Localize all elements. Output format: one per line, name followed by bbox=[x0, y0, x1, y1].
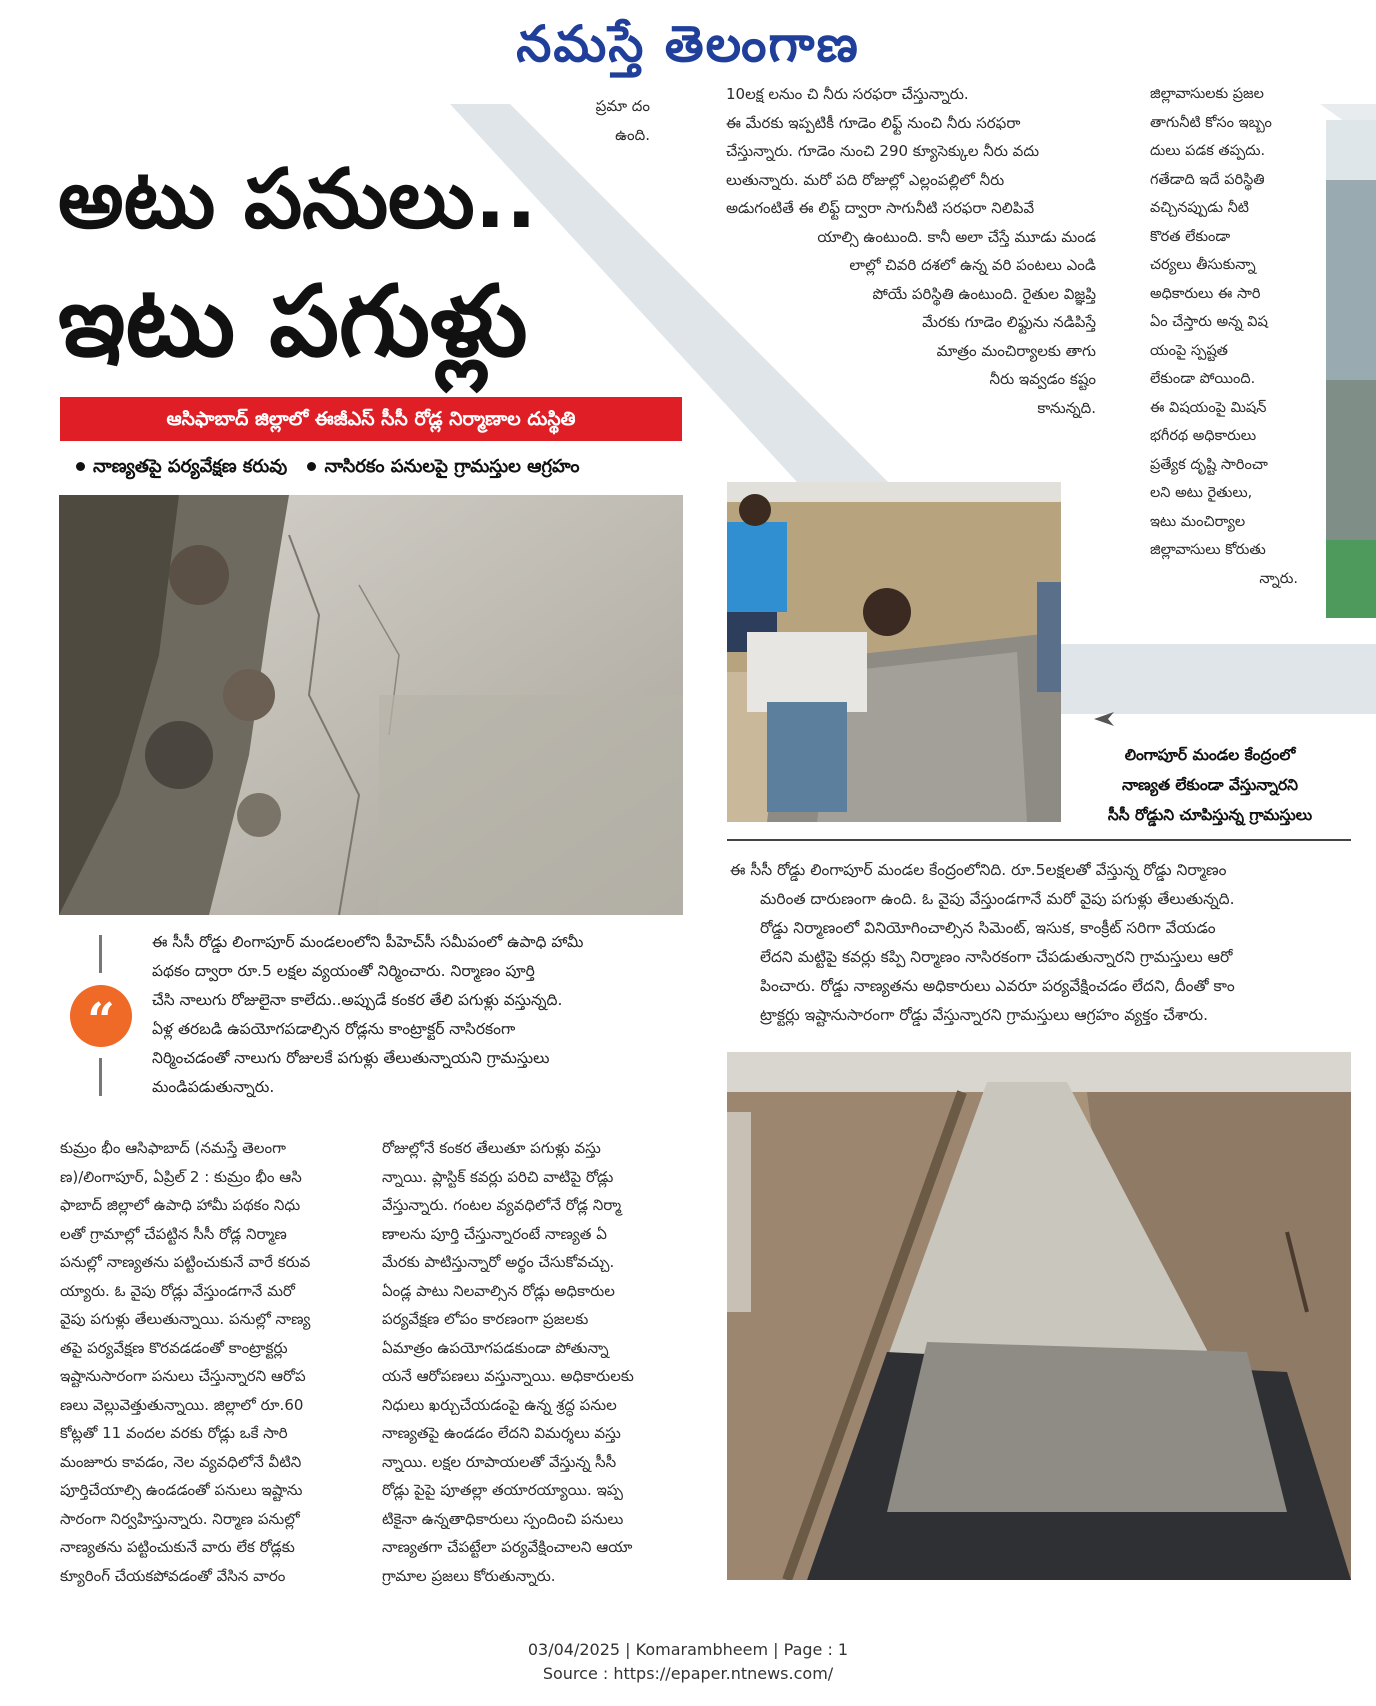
text-line: అధికారులు ఈ సారి bbox=[1150, 285, 1261, 302]
text-line: అడుగంటితే ఈ లిఫ్ట్‌ ద్వారా సాగునీటి సరఫరా నిలిపివే bbox=[726, 199, 1035, 217]
kicker-banner: ఆసిఫాబాద్‌ జిల్లాలో ఈజీఎస్‌ సీసీ రోడ్ల నిర్మాణాల దుస్థితి bbox=[60, 397, 682, 441]
text-line: పించారు. రోడ్డు నాణ్యతను అధికారులు ఎవరూ పర్యవేక్షించడం లేదని, దీంతో కాం bbox=[760, 977, 1235, 995]
top-fragment bbox=[560, 92, 650, 149]
quote-line: ఏళ్ల తరబడి ఉపయోగపడాల్సిన రోడ్లను కాంట్రాక్టర్‌ నాసిరకంగా bbox=[152, 1020, 516, 1038]
text-line: పూర్తిచేయాల్సి ఉండడంతో పనులు ఇష్టాను bbox=[60, 1481, 303, 1499]
column-right-top bbox=[1150, 80, 1308, 593]
text-line: ఏం చేస్తారు అన్న విష bbox=[1150, 314, 1268, 330]
text-line: మరింత దారుణంగా ఉంది. ఓ వైపు వేస్తుండగానే మరో వైపు పగుళ్లు తేలుతున్నది. bbox=[760, 890, 1235, 908]
right-paragraph bbox=[730, 856, 1350, 1030]
footer-date-line: 03/04/2025 | Komarambheem | Page : 1 bbox=[527, 1640, 849, 1659]
text-line: జిల్లావాసులు కోరుతు bbox=[1150, 542, 1266, 558]
text-line: ఫాబాద్‌ జిల్లాలో ఉపాధి హామీ పథకం నిధు bbox=[60, 1196, 301, 1214]
text-line: న్నారు. bbox=[1259, 570, 1298, 587]
bullet-text: నాసిరకం పనులపై గ్రామస్తుల ఆగ్రహం bbox=[324, 456, 580, 477]
text-line: యనే ఆరోపణలు వస్తున్నాయి. అధికారులకు bbox=[382, 1367, 634, 1385]
text-line: సారంగా నిర్వహిస్తున్నారు. నిర్మాణ పనుల్లో bbox=[60, 1509, 300, 1528]
text-line: యాల్సి ఉంటుంది. కానీ అలా చేస్తే మూడు మండ bbox=[817, 227, 1096, 246]
text-line: కుమ్రం భీం ఆసిఫాబాద్‌ (నమస్తే తెలంగా bbox=[60, 1139, 286, 1157]
text-line: నాణ్యతపై ఉండడం లేదని విమర్శలు వస్తు bbox=[382, 1424, 621, 1442]
text-line: లతో గ్రామాల్లో చేపట్టిన సీసీ రోడ్ల నిర్మాణ bbox=[60, 1224, 287, 1243]
caption-line: సీసీ రోడ్డుని చూపిస్తున్న గ్రామస్తులు bbox=[1107, 806, 1313, 824]
quote-line-bottom bbox=[99, 1058, 102, 1096]
quote-line: చేసి నాలుగు రోజులైనా కాలేదు..అప్పుడే కంకర తేలి పగుళ్లు వస్తున్నది. bbox=[152, 991, 563, 1009]
text-line: 10లక్ష లనుం చి నీరు సరఫరా చేస్తున్నారు. bbox=[726, 85, 969, 103]
cracked-road-photo bbox=[59, 495, 683, 915]
text-line: పనుల్లో నాణ్యతను పట్టించుకునే వారే కరువ bbox=[60, 1253, 311, 1271]
text-line: ఇష్టానుసారంగా పనులు చేస్తున్నారని ఆరోప bbox=[60, 1367, 306, 1385]
text-line: నాణ్యతను పట్టించుకునే వారు లేక రోడ్లకు bbox=[60, 1538, 295, 1556]
headline-line-1: అటు పనులు.. bbox=[58, 152, 537, 247]
text-line: కొరత లేకుండా bbox=[1150, 228, 1231, 245]
text-line: మంజూరు కావడం, నెల వ్యవధిలోనే వీటిని bbox=[60, 1452, 302, 1471]
text-line: గ్రామాల ప్రజలు కోరుతున్నారు. bbox=[382, 1566, 556, 1585]
photo-caption bbox=[1060, 740, 1360, 830]
bullet-dot bbox=[307, 462, 316, 471]
text-line: రోజుల్లోనే కంకర తేలుతూ పగుళ్లు వస్తు bbox=[382, 1139, 601, 1157]
villagers-photo bbox=[727, 482, 1061, 822]
text-line: న్నాయి. లక్షల రూపాయలతో వేస్తున్న సీసీ bbox=[382, 1452, 617, 1471]
text-line: మేరకు పాటిస్తున్నారో అర్థం చేసుకోవచ్చు. bbox=[382, 1253, 615, 1271]
text-line: జిల్లావాసులకు ప్రజల bbox=[1150, 86, 1264, 102]
text-line: పోయే పరిస్థితి ఉంటుంది. రైతుల విజ్ఞప్తి bbox=[872, 284, 1096, 303]
footer-source-link[interactable]: Source : https://epaper.ntnews.com/ bbox=[542, 1664, 834, 1683]
text-line: పర్యవేక్షణ లోపం కారణంగా ప్రజలకు bbox=[382, 1310, 589, 1328]
text-line: లాల్లో చివరి దశలో ఉన్న వరి పంటలు ఎండి bbox=[849, 256, 1096, 274]
text-line: చేస్తున్నారు. గూడెం నుంచి 290 క్యూసెక్కుల నీరు వదు bbox=[726, 142, 1040, 160]
masthead-title: నమస్తే తెలంగాణ bbox=[516, 14, 860, 73]
quote-line-top bbox=[99, 935, 102, 973]
text-line: లని అటు రైతులు, bbox=[1150, 485, 1253, 501]
text-line: తపై పర్యవేక్షణ కొరవడడంతో కాంట్రాక్టర్లు bbox=[60, 1338, 288, 1357]
text-line: ణ)/లింగాపూర్‌, ఏప్రిల్‌ 2 : కుమ్రం భీం ఆసి bbox=[60, 1167, 302, 1186]
quote-line: పథకం ద్వారా రూ.5 లక్షల వ్యయంతో నిర్మించారు. నిర్మాణం పూర్తి bbox=[152, 962, 535, 980]
text-line: ఇటు మంచిర్యాల bbox=[1150, 513, 1246, 530]
text-line: ప్రమా దం bbox=[595, 97, 650, 115]
text-line: భగీరథ అధికారులు bbox=[1150, 428, 1257, 444]
body-column-middle bbox=[382, 1134, 684, 1590]
column-middle-top bbox=[726, 80, 1096, 422]
text-line: ణలు వెల్లువెత్తుతున్నాయి. జిల్లాలో రూ.60 bbox=[60, 1395, 304, 1414]
body-column-left bbox=[60, 1134, 356, 1590]
text-line: చర్యలు తీసుకున్నా bbox=[1150, 257, 1256, 273]
text-line: క్యూరింగ్‌ చేయకపోవడంతో వేసిన వారం bbox=[60, 1566, 286, 1585]
text-line: వచ్చినప్పుడు నీటి bbox=[1150, 200, 1250, 216]
text-line: మేరకు గూడెం లిఫ్టును నడిపిస్తే bbox=[922, 313, 1096, 331]
text-line: రోడ్డు నిర్మాణంలో వినియోగించాల్సిన సిమెంట్‌, ఇసుక, కాంక్రీట్‌ సరిగా వేయడం bbox=[760, 919, 1216, 937]
bullet-dot bbox=[76, 462, 85, 471]
sub-bullets bbox=[72, 456, 692, 481]
text-line: ఉంది. bbox=[615, 125, 650, 144]
caption-arrow-icon bbox=[1094, 712, 1114, 726]
text-line: ప్రత్యేక దృష్టి సారించా bbox=[1150, 456, 1268, 473]
text-line: రోడ్లు పైపై పూతల్లా తయారయ్యాయి. ఇప్ప bbox=[382, 1481, 623, 1499]
quote-line: నిర్మించడంతో నాలుగు రోజులకే పగుళ్లు తేలుతున్నాయని గ్రామస్తులు bbox=[152, 1049, 550, 1067]
text-line: య్యారు. ఓ వైపు రోడ్లు వేస్తుండగానే మరో bbox=[60, 1281, 295, 1300]
text-line: లేదని మట్టిపై కవర్లు కప్పి నిర్మాణం నాసిరకంగా చేపడుతున్నారని గ్రామస్తులు ఆరో bbox=[760, 948, 1233, 966]
section-divider bbox=[727, 839, 1351, 841]
text-line: ఏండ్ల పాటు నిలవాల్సిన రోడ్లు అధికారుల bbox=[382, 1281, 615, 1300]
text-line: వైపు పగుళ్లు తేలుతున్నాయి. పనుల్లో నాణ్య bbox=[60, 1310, 311, 1328]
text-line: టికైనా ఉన్నతాధికారులు స్పందించి పనులు bbox=[382, 1509, 624, 1528]
text-line: కోట్లతో 11 వందల వరకు రోడ్లు ఒకే సారి bbox=[60, 1424, 288, 1442]
headline-line-2: ఇటు పగుళ్లు bbox=[58, 265, 528, 379]
caption-line: నాణ్యత లేకుండా వేస్తున్నారని bbox=[1121, 776, 1299, 794]
text-line: తాగునీటి కోసం ఇబ్బం bbox=[1150, 114, 1272, 131]
river-photo bbox=[1326, 120, 1376, 618]
text-line: దులు పడక తప్పదు. bbox=[1150, 143, 1266, 159]
text-line: ఏమాత్రం ఉపయోగపడకుండా పోతున్నా bbox=[382, 1338, 609, 1357]
text-line: ణాలను పూర్తి చేస్తున్నారంటే నాణ్యత ఏ bbox=[382, 1224, 607, 1243]
text-line: లుతున్నారు. మరో పది రోజుల్లో ఎల్లంపల్లిలో నీరు bbox=[726, 170, 1005, 189]
text-line: నాణ్యతగా చేపట్టేలా పర్యవేక్షించాలని ఆయా bbox=[382, 1538, 633, 1556]
text-line: గతేడాది ఇదే పరిస్థితి bbox=[1150, 171, 1265, 188]
new-road-photo bbox=[727, 1052, 1351, 1580]
text-line: న్నాయి. ప్లాస్టిక్‌ కవర్లు పరిచి వాటిపై రోడ్లు bbox=[382, 1167, 614, 1186]
text-line: ఈ విషయంపై మిషన్‌ bbox=[1150, 399, 1267, 416]
pull-quote bbox=[152, 928, 686, 1102]
text-line: వేస్తున్నారు. గంటల వ్యవధిలోనే రోడ్ల నిర్మా bbox=[382, 1196, 622, 1214]
text-line: ట్రాక్టర్లు ఇష్టానుసారంగా రోడ్డు వేస్తున్నారని గ్రామస్తులు ఆగ్రహం వ్యక్తం చేశారు. bbox=[760, 1006, 1209, 1024]
caption-line: లింగాపూర్‌ మండల కేంద్రంలో bbox=[1124, 746, 1296, 764]
text-line: ఈ సీసీ రోడ్డు లింగాపూర్‌ మండల కేంద్రంలోనిది. రూ.5లక్షలతో వేస్తున్న రోడ్డు నిర్మాణం bbox=[730, 861, 1227, 879]
text-line: నీరు ఇవ్వడం కష్టం bbox=[989, 370, 1096, 388]
quote-line: ఈ సీసీ రోడ్డు లింగాపూర్‌ మండలంలోని పీహెచ్‌సీ సమీపంలో ఉపాధి హామీ bbox=[152, 933, 584, 951]
text-line: యంపై స్పష్టత bbox=[1150, 342, 1228, 359]
quote-icon: “ bbox=[70, 985, 132, 1047]
text-line: మాత్రం మంచిర్యాలకు తాగు bbox=[936, 341, 1096, 360]
text-line: లేకుండా పోయింది. bbox=[1150, 371, 1256, 387]
text-line: ఈ మేరకు ఇప్పటికీ గూడెం లిఫ్ట్‌ నుంచి నీరు సరఫరా bbox=[726, 113, 1021, 132]
bullet-text: నాణ్యతపై పర్యవేక్షణ కరువు bbox=[93, 456, 288, 477]
text-line: నిధులు ఖర్చుచేయడంపై ఉన్న శ్రద్ధ పనుల bbox=[382, 1395, 617, 1414]
text-line: కానున్నది. bbox=[1037, 398, 1096, 417]
quote-line: మండిపడుతున్నారు. bbox=[152, 1078, 275, 1096]
